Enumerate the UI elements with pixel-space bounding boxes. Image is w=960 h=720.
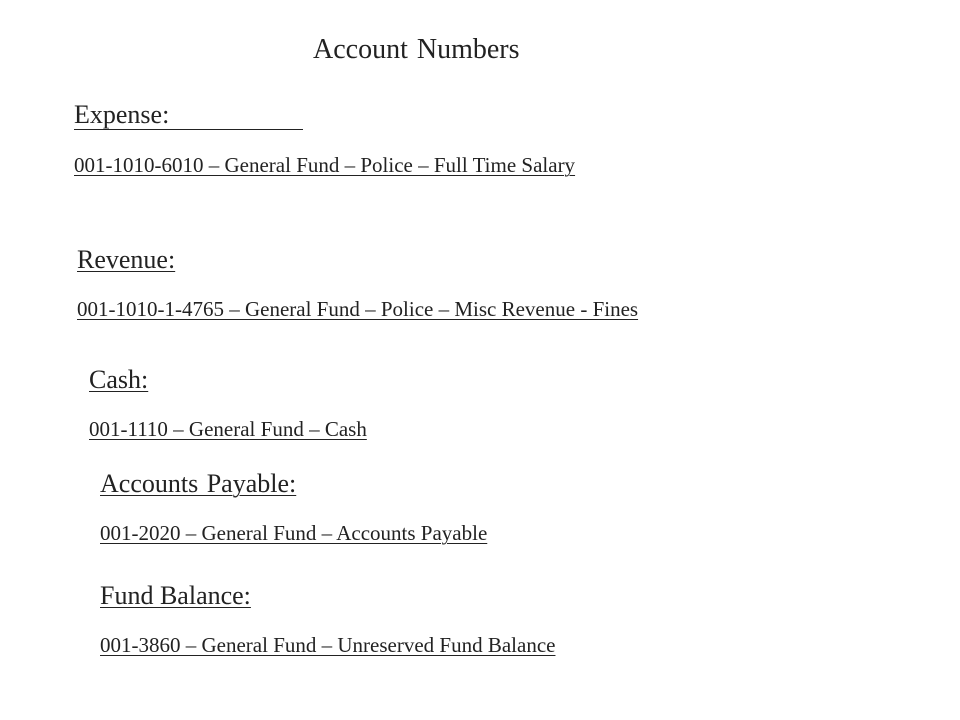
cash-account-line: 001-1110 – General Fund – Cash [89,417,367,441]
fund-balance-heading: Fund Balance: [100,581,251,610]
revenue-account-line: 001-1010-1-4765 – General Fund – Police – Misc Revenue - Fines [77,297,639,321]
accounts-payable-heading: Accounts Payable: [100,469,297,498]
fund-balance-account-line: 001-3860 – General Fund – Unreserved Fund Balance [100,633,556,657]
expense-account-line: 001-1010-6010 – General Fund – Police – Full Time Salary [74,153,576,177]
expense-heading: Expense: [74,99,303,130]
page-title: Account Numbers [313,34,520,65]
cash-heading: Cash: [89,365,149,394]
revenue-heading: Revenue: [77,245,176,274]
accounts-payable-account-line: 001-2020 – General Fund – Accounts Payable [100,521,488,545]
